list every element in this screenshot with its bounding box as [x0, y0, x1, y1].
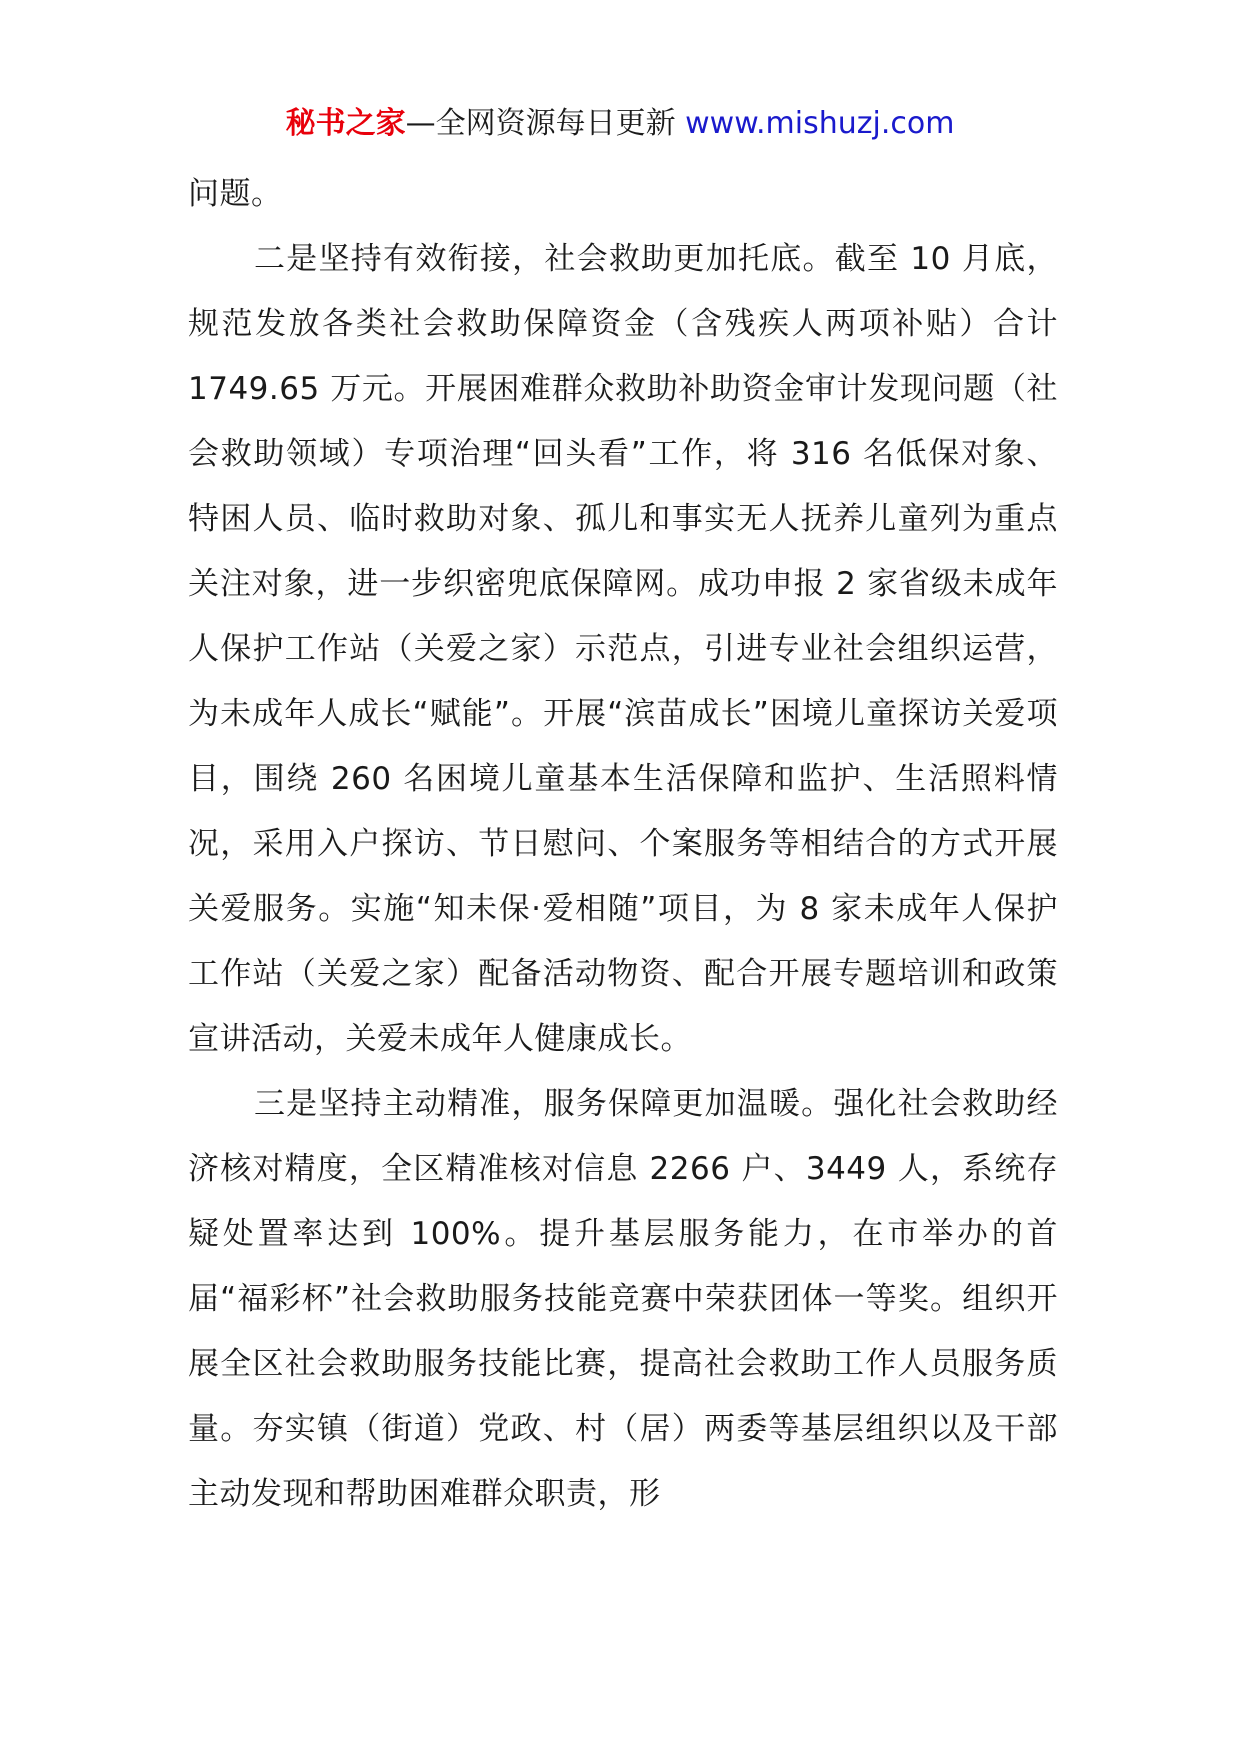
brand-name: 秘书之家: [285, 106, 406, 141]
paragraph-social-assistance: 二是坚持有效衔接，社会救助更加托底。截至 10 月底，规范发放各类社会救助保障资金（含残疾人两项补贴）合计 1749.65 万元。开展困难群众救助补助资金审计发现问题（社会救助领域）专项治理“回头看”工作，将 316 名低保对象、特困人员、临时救助对象、孤儿和事实无人抚养儿童列为重点关注对象，进一步织密兜底保障网。成功申报 2 家省级未成年人保护工作站（关爱之家）示范点，引进专业社会组织运营，为未成年人成长“赋能”。开展“滨苗成长”困境儿童探访关爱项目，围绕 260 名困境儿童基本生活保障和监护、生活照料情况，采用入户探访、节日慰问、个案服务等相结合的方式开展关爱服务。实施“知未保·爱相随”项目，为 8 家未成年人保护工作站（关爱之家）配备活动物资、配合开展专题培训和政策宣讲活动，关爱未成年人健康成长。: [188, 241, 1058, 1057]
page-header: [0, 104, 1240, 144]
document-body: [188, 162, 1058, 1527]
paragraph-service-guarantee: 三是坚持主动精准，服务保障更加温暖。强化社会救助经济核对精度，全区精准核对信息 2266 户、3449 人，系统存疑处置率达到 100%。提升基层服务能力，在市举办的首届“福彩杯”社会救助服务技能竞赛中荣获团体一等奖。组织开展全区社会救助服务技能比赛，提高社会救助工作人员服务质量。夯实镇（街道）党政、村（居）两委等基层组织以及干部主动发现和帮助困难群众职责，形: [188, 1086, 1058, 1512]
paragraph-continuation: 问题。: [188, 176, 283, 212]
site-url-link[interactable]: www.mishuzj.com: [685, 106, 955, 141]
header-tagline: —全网资源每日更新: [405, 106, 686, 141]
